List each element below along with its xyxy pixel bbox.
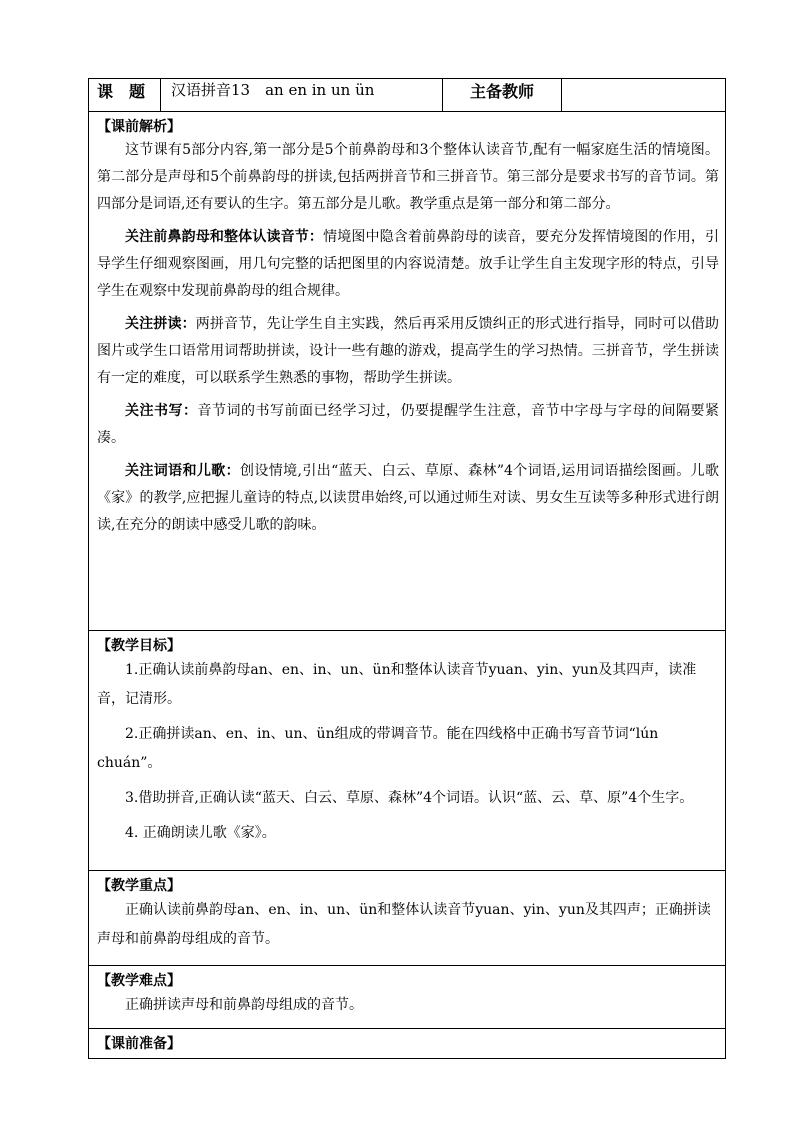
point-text: 创设情境,引出“蓝天、白云、草原、森林”4个词语,运用词语描绘图画。儿歌《家》的教学,应把握儿童诗的特点,以读贯串始终,可以通过师生对读、男女生互读等多种形式进行朗读,在充分的朗读中感受儿歌的韵味。	[97, 463, 720, 533]
difficulties-title: 【教学难点】	[97, 973, 181, 989]
objective-item: 1.正确认读前鼻韵母an、en、in、un、ün和整体认读音节yuan、yin、yun及其四声，读准音，记清形。	[97, 662, 697, 707]
analysis-point	[97, 398, 719, 452]
key-points-row	[89, 871, 726, 966]
objectives-title: 【教学目标】	[97, 638, 181, 654]
key-points-section	[89, 871, 726, 966]
point-text: 音节词的书写前面已经学习过，仍要提醒学生注意，音节中字母与字母的间隔要紧凑。	[97, 403, 719, 446]
subject-label: 课 题	[89, 79, 161, 112]
objectives-row	[89, 631, 726, 871]
objectives-section	[89, 631, 726, 871]
key-points-title: 【教学重点】	[97, 878, 181, 894]
point-text: 两拼音节，先让学生自主实践，然后再采用反馈纠正的形式进行指导，同时可以借助图片或学生口语常用词帮助拼读，设计一些有趣的游戏，提高学生的学习热情。三拼音节，学生拼读有一定的难度，可以联系学生熟悉的事物，帮助学生拼读。	[97, 316, 720, 386]
analysis-point	[97, 311, 719, 392]
preparation-row	[89, 1029, 726, 1059]
teacher-value	[562, 79, 726, 112]
analysis-row	[89, 112, 726, 631]
preparation-section	[89, 1029, 726, 1059]
lesson-title: 汉语拼音13 an en in un ün	[161, 79, 443, 112]
lesson-plan-table	[88, 78, 726, 1059]
objective-item: 3.借助拼音,正确认读“蓝天、白云、草原、森林”4个词语。认识“蓝、云、草、原”4个生字。	[125, 790, 694, 806]
point-text: 情境图中隐含着前鼻韵母的读音，要充分发挥情境图的作用，引导学生仔细观察图画，用几句完整的话把图里的内容说清楚。放手让学生自主发现字形的特点，引导学生在观察中发现前鼻韵母的组合规律。	[97, 229, 720, 299]
point-lead: 关注书写：	[125, 403, 198, 419]
analysis-section	[89, 112, 726, 631]
objective-item: 4. 正确朗读儿歌《家》。	[125, 825, 276, 841]
preparation-title: 【课前准备】	[97, 1036, 181, 1052]
point-lead: 关注前鼻韵母和整体认读音节：	[125, 229, 324, 245]
analysis-intro: 这节课有5部分内容,第一部分是5个前鼻韵母和3个整体认读音节,配有一幅家庭生活的情境图。第二部分是声母和5个前鼻韵母的拼读,包括两拼音节和三拼音节。第三部分是要求书写的音节词。第四部分是词语,还有要认的生字。第五部分是儿歌。教学重点是第一部分和第二部分。	[97, 142, 719, 212]
objective-item: 2.正确拼读an、en、in、un、ün组成的带调音节。能在四线格中正确书写音节词“lún chuán”。	[97, 726, 659, 771]
point-lead: 关注拼读：	[125, 316, 196, 332]
analysis-point	[97, 458, 719, 539]
teacher-label: 主备教师	[443, 79, 562, 112]
difficulties-section	[89, 966, 726, 1029]
key-points-text: 正确认读前鼻韵母an、en、in、un、ün和整体认读音节yuan、yin、yun及其四声；正确拼读声母和前鼻韵母组成的音节。	[97, 902, 711, 947]
analysis-title: 【课前解析】	[97, 119, 181, 135]
analysis-point	[97, 224, 719, 305]
header-row	[89, 79, 726, 112]
point-lead: 关注词语和儿歌：	[125, 463, 241, 479]
difficulties-text: 正确拼读声母和前鼻韵母组成的音节。	[125, 997, 363, 1013]
difficulties-row	[89, 966, 726, 1029]
